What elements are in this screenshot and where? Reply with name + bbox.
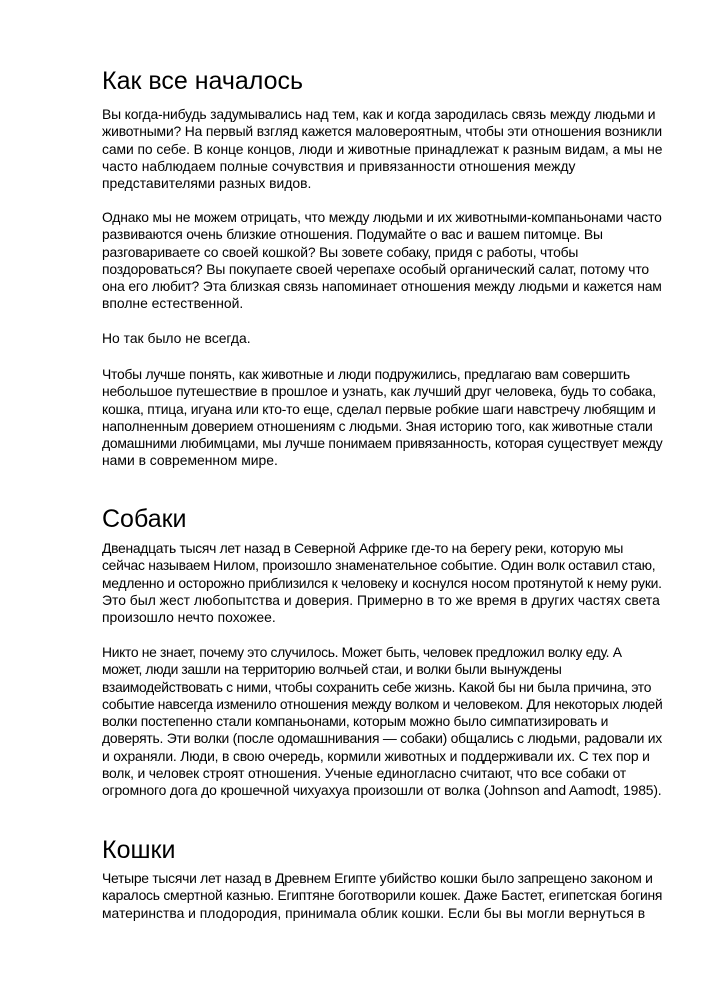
text-line: может, люди зашли на территорию волчьей стаи, и волки были вынуждены (102, 661, 562, 678)
text-line: сейчас называем Нилом, произошло знаменательное событие. Один волк оставил стаю, (102, 557, 656, 574)
text-line: и охраняли. Люди, в свою очередь, кормили животных и поддерживали их. С тех пор и (102, 747, 650, 764)
text-line: Однако мы не можем отрицать, что между людьми и их животными-компаньонами часто (102, 209, 662, 225)
text-line: произошло нечто похожее. (102, 609, 276, 626)
section-heading-origins: Как все началось (102, 67, 304, 95)
text-line: наполненным доверием отношениям с людьми. Зная историю того, как животные стали (102, 417, 653, 434)
paragraph (102, 644, 662, 800)
text-line: поздороваться? Вы покупаете своей черепахе особый органический салат, потому что (102, 260, 649, 277)
text-line: Это был жест любопытства и доверия. Примерно в то же время в других частях света (102, 591, 660, 608)
text-line: она его любит? Эта близкая связь напоминает отношения между людьми и кажется нам (102, 278, 662, 295)
text-line: медленно и осторожно приблизился к человеку и коснулся носом протянутой к нему руки. (102, 574, 662, 591)
paragraph (102, 209, 662, 313)
text-line: волк, и человек строят отношения. Ученые единогласно считают, что все собаки от (102, 765, 627, 782)
paragraph (102, 366, 662, 470)
text-line: Четыре тысячи лет назад в Древнем Египте убийство кошки было запрещено законом и (102, 870, 653, 886)
text-line: Никто не знает, почему это случилось. Может быть, человек предложил волку еду. А (102, 644, 622, 660)
text-line: событие навсегда изменило отношения между волком и человеком. Для некоторых людей (102, 695, 663, 712)
text-line: животными? На первый взгляд кажется маловероятным, чтобы эти отношения возникли (102, 123, 663, 140)
text-line: огромного дога до крошечной чихуахуа произошли от волка (Johnson and Aamodt, 1985). (102, 782, 662, 799)
text-line: представителями разных видов. (102, 175, 312, 192)
text-line: Двенадцать тысяч лет назад в Северной Африке где-то на берегу реки, которую мы (102, 540, 624, 556)
text-line: взаимодействовать с ними, чтобы сохранить себе жизнь. Какой бы ни была причина, это (102, 678, 652, 695)
text-line: Чтобы лучше понять, как животные и люди подружились, предлагаю вам совершить (102, 366, 630, 382)
text-line: каралось смертной казнью. Египтяне боготворили кошек. Даже Бастет, египетская богиня (102, 887, 663, 904)
paragraph (102, 540, 662, 626)
paragraph (102, 106, 662, 192)
text-line: разговариваете со своей кошкой? Вы зовете собаку, придя с работы, чтобы (102, 243, 579, 260)
text-line: кошка, птица, игуана или кто-то еще, сделал первые робкие шаги навстречу любящим и (102, 400, 656, 417)
section-heading-dogs: Собаки (102, 505, 187, 533)
text-line: Вы когда-нибудь задумывались над тем, как и когда зародилась связь между людьми и (102, 106, 656, 122)
text-line: сами по себе. В конце концов, люди и животные принадлежат к разным видам, а мы не (102, 140, 663, 157)
text-line: небольшое путешествие в прошлое и узнать, как лучший друг человека, будь то собака, (102, 383, 656, 400)
section-heading-cats: Кошки (102, 836, 176, 864)
text-line: домашними любимцами, мы лучше понимаем привязанность, которая существует между (102, 435, 663, 452)
text-line: вполне естественной. (102, 295, 244, 312)
text-line: часто наблюдаем полные сочувствия и привязанности отношения между (102, 157, 576, 174)
text-line: волки постепенно стали компаньонами, которым можно было симпатизировать и (102, 713, 609, 730)
text-line: развиваются очень близкие отношения. Подумайте о вас и вашем питомце. Вы (102, 226, 603, 243)
text-line: доверять. Эти волки (после одомашнивания — собаки) общались с людьми, радовали их (102, 730, 663, 747)
text-line: Но так было не всегда. (102, 330, 251, 346)
paragraph (102, 870, 662, 922)
text-line: нами в современном мире. (102, 452, 278, 469)
paragraph (102, 330, 251, 347)
text-line: материнства и плодородия, принимала облик кошки. Если бы вы могли вернуться в (102, 904, 646, 921)
